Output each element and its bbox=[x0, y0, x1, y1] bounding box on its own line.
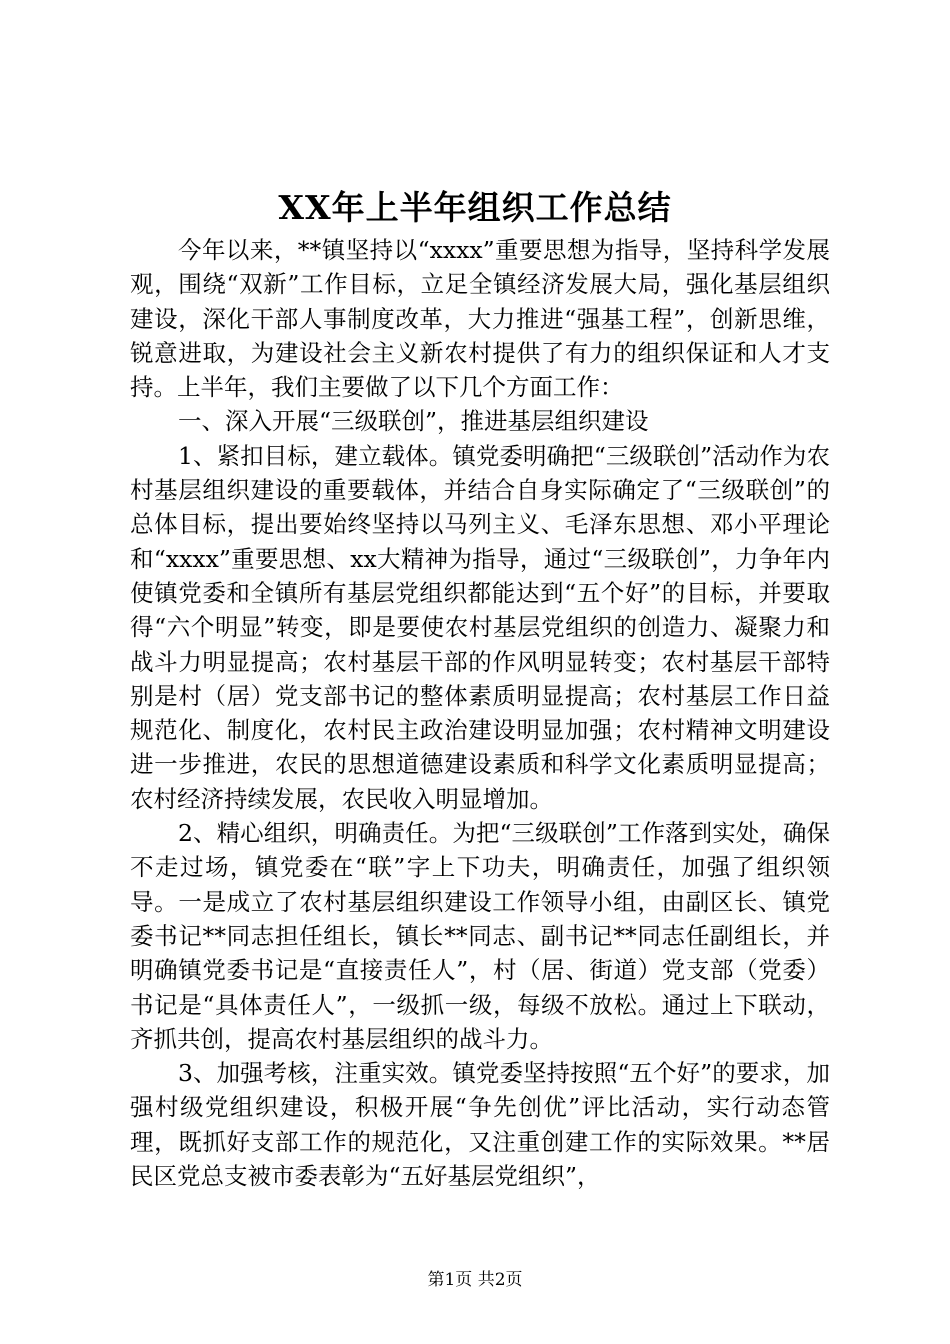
paragraph-item-3: 3、加强考核，注重实效。镇党委坚持按照“五个好”的要求，加强村级党组织建设，积极开展“争先创优”评比活动，实行动态管理，既抓好支部工作的规范化，又注重创建工作的实际效果。**居民区党总支被市委表彰为“五好基层党组织”， bbox=[130, 1059, 830, 1191]
document-body bbox=[130, 233, 830, 1193]
page-footer: 第1页 共2页 bbox=[427, 1270, 523, 1290]
section-heading-1: 一、深入开展“三级联创”，推进基层组织建设 bbox=[178, 407, 649, 436]
paragraph-item-2: 2、精心组织，明确责任。为把“三级联创”工作落到实处，确保不走过场，镇党委在“联”字上下功夫，明确责任，加强了组织领导。一是成立了农村基层组织建设工作领导小组，由副区长、镇党委书记**同志担任组长，镇长**同志、副书记**同志任副组长，并明确镇党委书记是“直接责任人”，村（居、街道）党支部（党委）书记是“具体责任人”，一级抓一级，每级不放松。通过上下联动，齐抓共创，提高农村基层组织的战斗力。 bbox=[130, 819, 830, 1053]
paragraph-item-1: 1、紧扣目标，建立载体。镇党委明确把“三级联创”活动作为农村基层组织建设的重要载体，并结合自身实际确定了“三级联创”的总体目标，提出要始终坚持以马列主义、毛泽东思想、邓小平理论和“xxxx”重要思想、xx大精神为指导，通过“三级联创”，力争年内使镇党委和全镇所有基层党组织都能达到“五个好”的目标，并要取得“六个明显”转变，即是要使农村基层党组织的创造力、凝聚力和战斗力明显提高；农村基层干部的作风明显转变；农村基层干部特别是村（居）党支部书记的整体素质明显提高；农村基层工作日益规范化、制度化，农村民主政治建设明显加强；农村精神文明建设进一步推进，农民的思想道德建设素质和科学文化素质明显提高；农村经济持续发展，农民收入明显增加。 bbox=[130, 441, 830, 813]
document-title: XX年上半年组织工作总结 bbox=[278, 188, 672, 227]
intro-paragraph: 今年以来，**镇坚持以“xxxx”重要思想为指导，坚持科学发展观，围绕“双新”工作目标，立足全镇经济发展大局，强化基层组织建设，深化干部人事制度改革，大力推进“强基工程”，创新思维，锐意进取，为建设社会主义新农村提供了有力的组织保证和人才支持。上半年，我们主要做了以下几个方面工作： bbox=[130, 236, 830, 402]
